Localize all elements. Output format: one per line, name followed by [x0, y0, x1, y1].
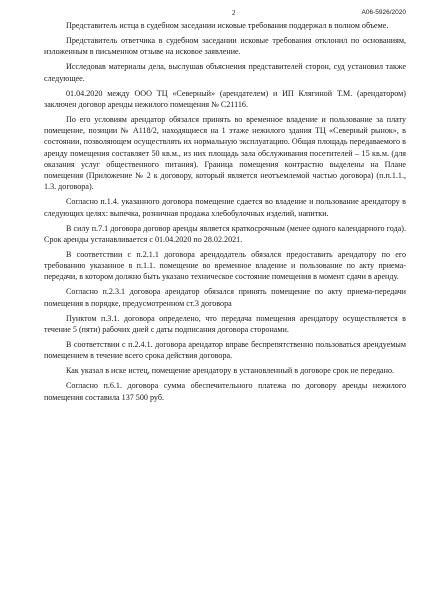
case-number: А06-5926/2020 — [361, 9, 406, 16]
paragraph: В соответствии с п.2.1.1 договора арендодатель обязался предоставить арендатору по его требованию указанное в п.1.1. помещение во временное владение и пользование по акту приема-передачи, в котором должно быть указано техническое состояние помещения в момент сдачи в аренду. — [44, 249, 406, 282]
paragraph: Согласно п.6.1. договора сумма обеспечительного платежа по договору аренды нежилого помещения составила 137 500 руб. — [44, 381, 406, 402]
paragraph: В силу п.7.1 договора договор аренды является краткосрочным (менее одного календарного года). Срок аренды устанавливается с 01.04.2020 по 28.02.2021. — [44, 223, 406, 244]
document-body — [44, 20, 406, 407]
paragraph: Согласно п.1.4. указанного договора помещение сдается во владение и пользование арендатору в следующих целях: выпечка, розничная продажа хлебобулочных изделий, напитки. — [44, 197, 406, 218]
page-number: 2 — [232, 9, 236, 17]
paragraph: 01.04.2020 между ООО ТЦ «Северный» (арендателем) и ИП Клягиной Т.М. (арендатором) заключен договор аренды нежилого помещения № С21116. — [44, 88, 406, 109]
paragraph: Как указал в иске истец, помещение арендатору в установленный в договоре срок не передано. — [66, 366, 395, 376]
paragraph: Исследовав материалы дела, выслушав объяснения представителей сторон, суд установил также следующее. — [44, 62, 406, 83]
paragraph: В соответствии с п.2.4.1. договора арендатор вправе беспрепятственно пользоваться арендуемым помещением в течение всего срока действия договора. — [44, 339, 406, 361]
paragraph: Пунктом п.3.1. договора определено, что передача помещения арендатору осуществляется в течение 5 (пяти) рабочих дней с даты подписания договора сторонами. — [44, 313, 406, 334]
paragraph: По его условиям арендатор обязался принять во временное владение и пользование за плату помещение, позиции № А118/2, находящиеся на 1 этаже нежилого здания ТЦ «Северный рынок», в состоянии, позволяющем осуществлять их нормальную эксплуатацию. Общая площадь передаваемого в аренду помещения составляет 50 кв.м., из них площадь зала обслуживания посетителей – 15 кв.м. (для оказания услуг общественного питания). Граница помещения контрастно выделены на Плане помещения (Приложение № 2 к договору, который является неотъемлемой частью договора) (п.п.1.1., 1.3. договора). — [44, 114, 406, 192]
paragraph: Согласно п.2.3.1 договора арендатор обязался принять помещение по акту приема-передачи помещения в порядке, предусмотренном ст.3 договора — [44, 287, 406, 308]
paragraph: Представитель истца в судебном заседании исковые требования поддержал в полном объеме. — [66, 21, 389, 30]
paragraph: Представитель ответчика в судебном заседании исковые требования отклонил по основаниям, изложенным в письменном отзыве на исковое заявление. — [44, 36, 406, 57]
